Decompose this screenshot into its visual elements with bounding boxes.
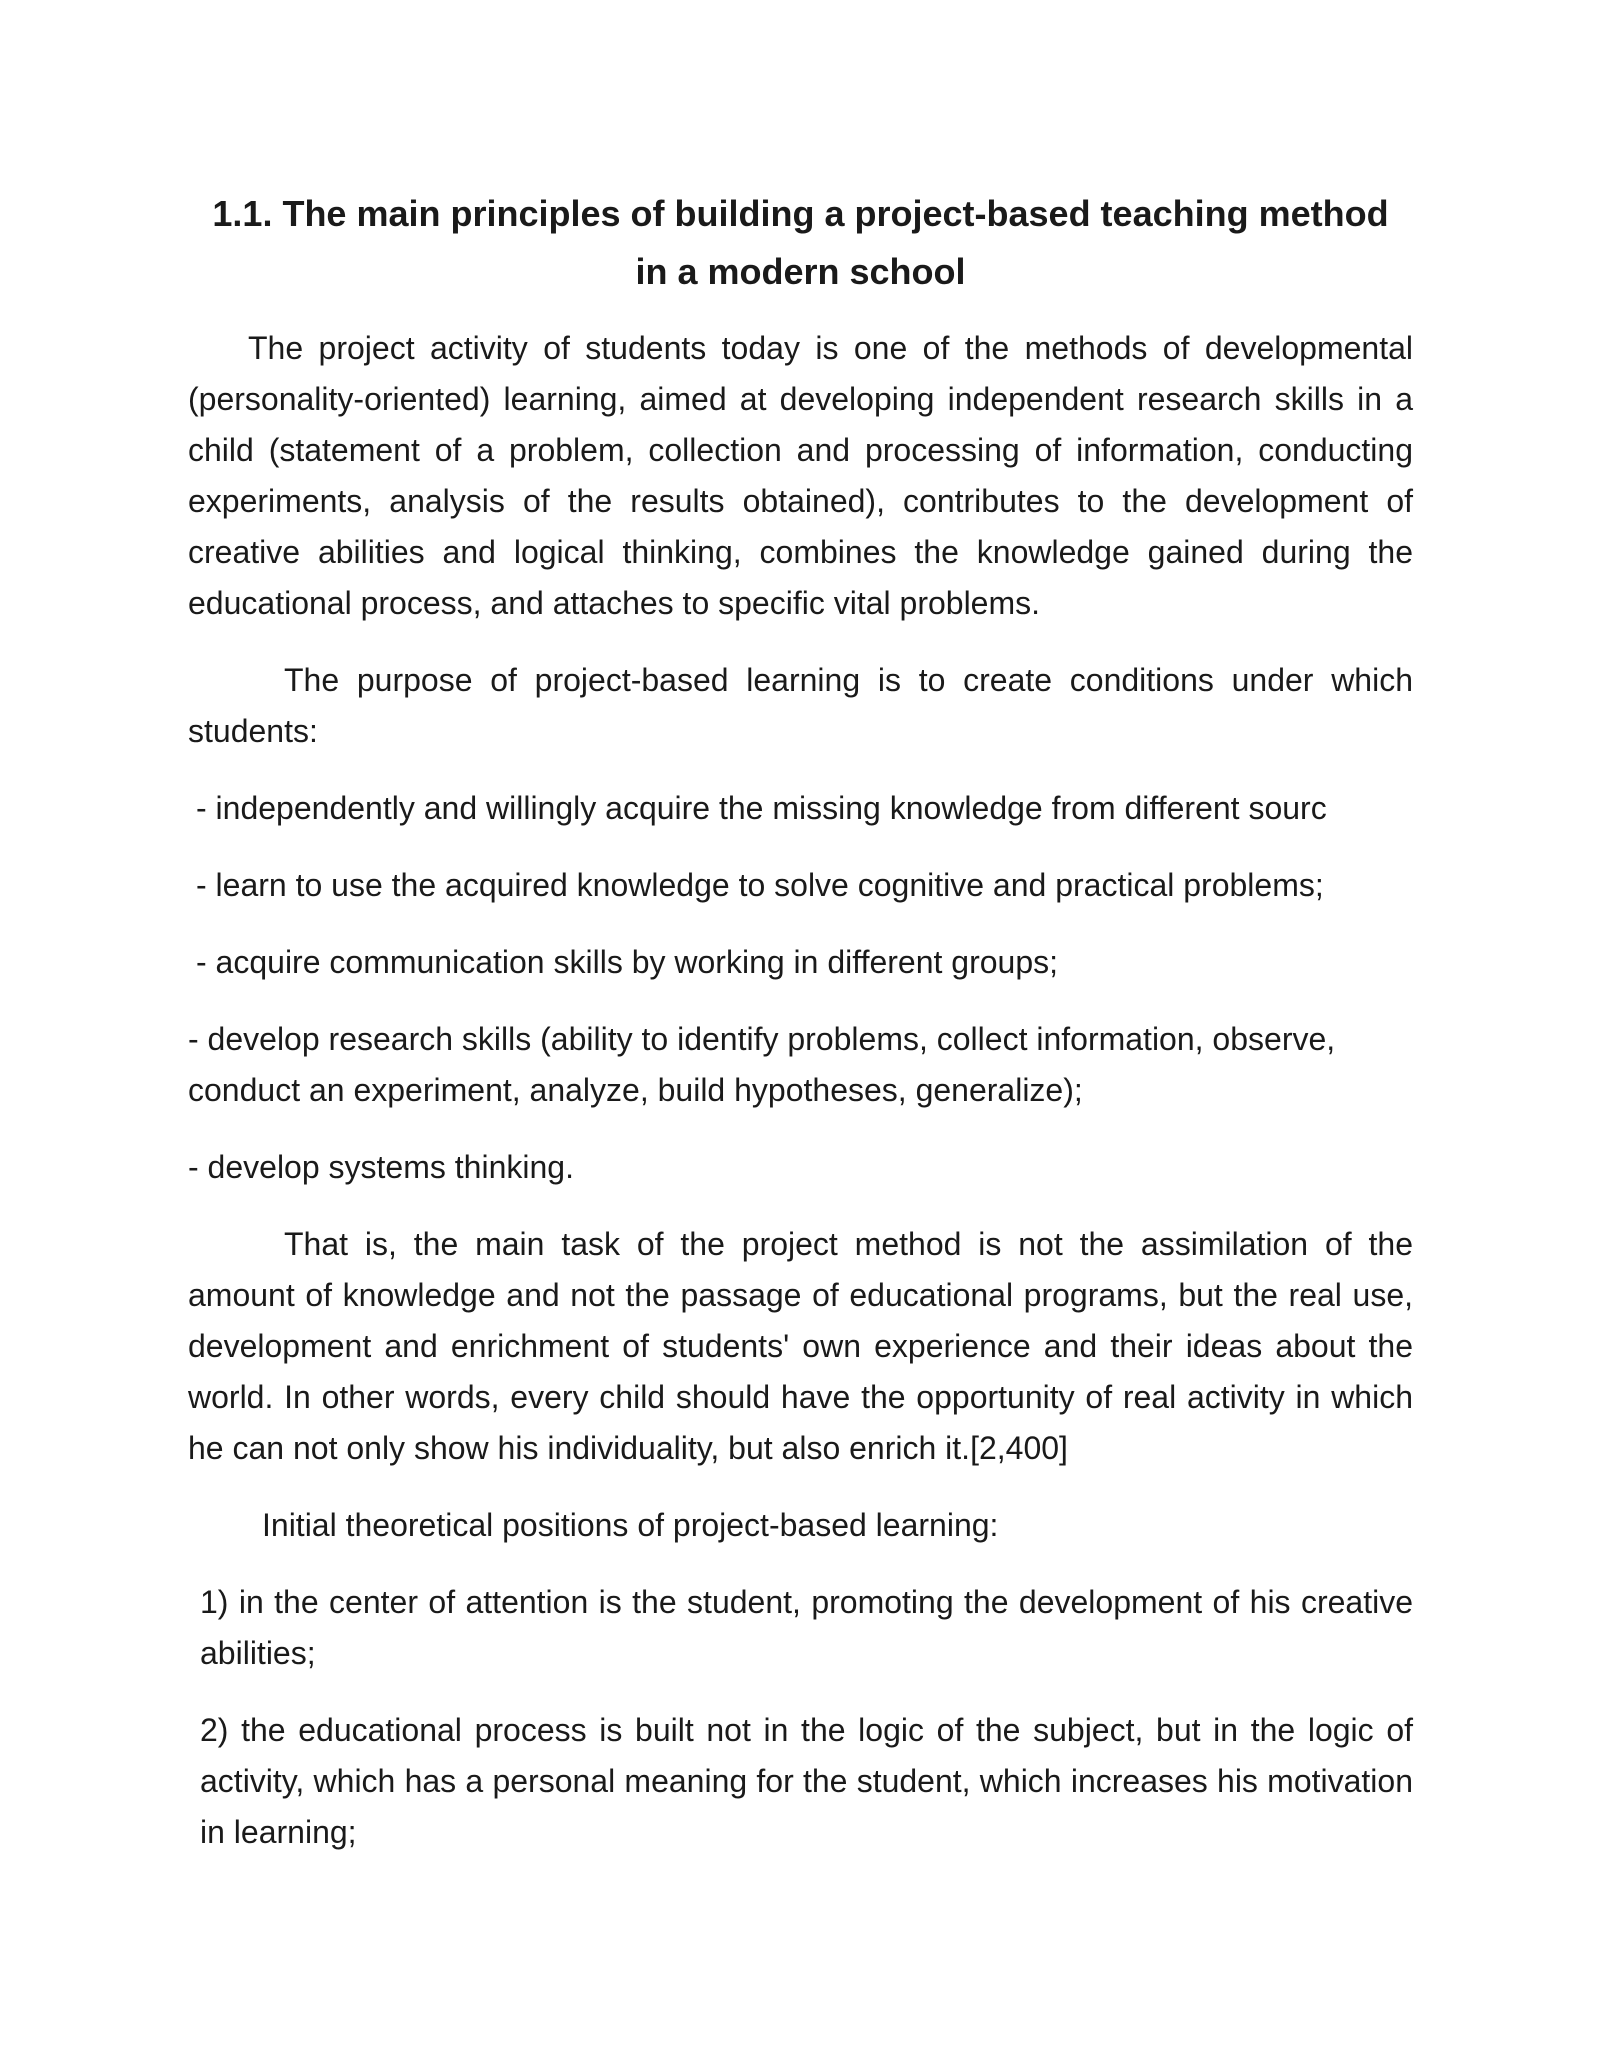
list-item-use-knowledge: - learn to use the acquired knowledge to solve cognitive and practical problems;	[196, 867, 1324, 903]
section-title	[188, 185, 1413, 301]
paragraph-project-activity: The project activity of students today is one of the methods of developmental (personality-oriented) learning, aimed at developing independent research skills in a child (statement of a problem, collection and processing of information, conducting experiments, analysis of the results obtained), contributes to the development of creative abilities and logical thinking, combines the knowledge gained during the educational process, and attaches to specific vital problems.	[188, 330, 1413, 621]
numbered-item-1: 1) in the center of attention is the student, promoting the development of his creative abilities;	[200, 1584, 1413, 1671]
list-item-research-skills: - develop research skills (ability to identify problems, collect information, observe, conduct an experiment, analyze, build hypotheses, generalize);	[188, 1021, 1336, 1108]
list-item-systems-thinking: - develop systems thinking.	[188, 1149, 574, 1185]
document-page	[188, 185, 1413, 1884]
numbered-item-2: 2) the educational process is built not in the logic of the subject, but in the logic of activity, which has a personal meaning for the student, which increases his motivation in learning;	[200, 1712, 1413, 1850]
list-item-communication-skills: - acquire communication skills by working in different groups;	[196, 944, 1059, 980]
section-title-line-1: 1.1. The main principles of building a project-based teaching method	[212, 193, 1389, 234]
section-title-line-2: in a modern school	[635, 251, 966, 292]
paragraph-main-task: That is, the main task of the project method is not the assimilation of the amount of knowledge and not the passage of educational programs, but the real use, development and enrichment of students' own experience and their ideas about the world. In other words, every child should have the opportunity of real activity in which he can not only show his individuality, but also enrich it.[2,400]	[188, 1226, 1413, 1466]
paragraph-purpose: The purpose of project-based learning is to create conditions under which students:	[188, 662, 1413, 749]
list-item-acquire-knowledge: - independently and willingly acquire the missing knowledge from different sourc	[196, 790, 1327, 826]
paragraph-initial-positions: Initial theoretical positions of project-based learning:	[262, 1507, 999, 1543]
